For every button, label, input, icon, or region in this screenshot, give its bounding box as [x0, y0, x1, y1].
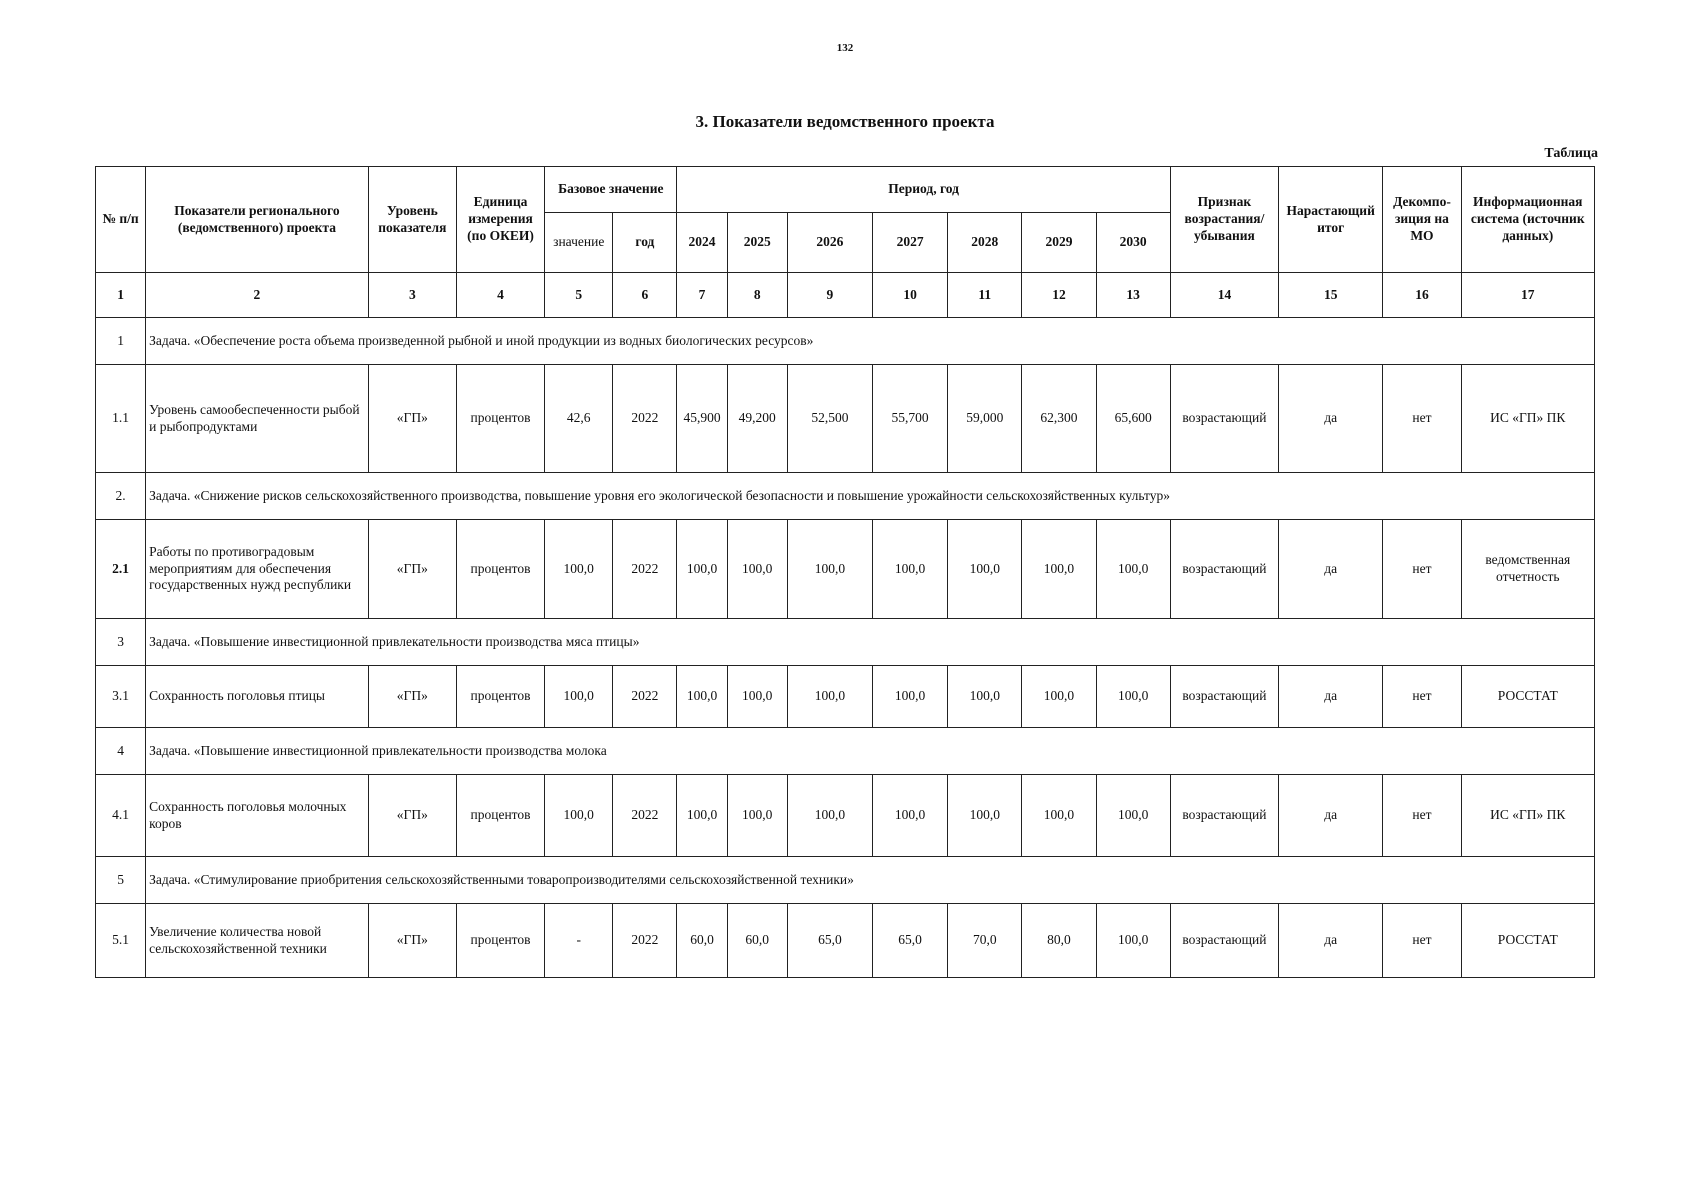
column-number: 1	[96, 273, 146, 318]
indicator-row	[96, 520, 1595, 619]
column-number: 17	[1461, 273, 1594, 318]
indicator-name: Уровень самообеспеченности рыбой и рыбопродуктами	[146, 365, 369, 473]
header-year: 2027	[872, 213, 947, 273]
period-value: 100,0	[787, 666, 872, 728]
period-value: 100,0	[727, 520, 787, 619]
header-year: 2028	[948, 213, 1022, 273]
column-number: 4	[456, 273, 544, 318]
task-text: Задача. «Стимулирование приобритения сельскохозяйственными товаропроизводителями сельскохозяйственной техники»	[146, 857, 1595, 904]
header-base-year: год	[613, 213, 677, 273]
base-year: 2022	[613, 775, 677, 857]
period-value: 100,0	[1022, 775, 1096, 857]
period-value: 100,0	[1096, 520, 1170, 619]
indicator-unit: процентов	[456, 666, 544, 728]
row-number: 2.1	[96, 520, 146, 619]
task-text: Задача. «Повышение инвестиционной привлекательности производства молока	[146, 728, 1595, 775]
period-value: 100,0	[872, 775, 947, 857]
info-system: ИС «ГП» ПК	[1461, 775, 1594, 857]
task-number: 3	[96, 619, 146, 666]
column-number: 7	[677, 273, 727, 318]
row-number: 4.1	[96, 775, 146, 857]
indicator-unit: процентов	[456, 775, 544, 857]
base-value: 42,6	[545, 365, 613, 473]
row-number: 1.1	[96, 365, 146, 473]
trend: возрастающий	[1170, 520, 1278, 619]
decomposition: нет	[1383, 365, 1461, 473]
header-base-value: значение	[545, 213, 613, 273]
header-unit: Единица измерения (по ОКЕИ)	[456, 167, 544, 273]
period-value: 60,0	[727, 904, 787, 978]
period-value: 70,0	[948, 904, 1022, 978]
header-year: 2024	[677, 213, 727, 273]
period-value: 100,0	[727, 666, 787, 728]
period-value: 100,0	[948, 666, 1022, 728]
document-title: 3. Показатели ведомственного проекта	[695, 112, 995, 131]
header-year: 2025	[727, 213, 787, 273]
base-year: 2022	[613, 365, 677, 473]
column-number: 16	[1383, 273, 1461, 318]
info-system: ведомственная отчетность	[1461, 520, 1594, 619]
header-period: Период, год	[677, 167, 1170, 213]
page-number: 132	[836, 42, 854, 54]
trend: возрастающий	[1170, 666, 1278, 728]
period-value: 100,0	[872, 666, 947, 728]
column-number: 12	[1022, 273, 1096, 318]
period-value: 100,0	[677, 666, 727, 728]
period-value: 62,300	[1022, 365, 1096, 473]
column-number: 15	[1279, 273, 1383, 318]
info-system: ИС «ГП» ПК	[1461, 365, 1594, 473]
trend: возрастающий	[1170, 904, 1278, 978]
info-system: РОССТАТ	[1461, 904, 1594, 978]
task-row	[96, 728, 1595, 775]
cumulative: да	[1279, 365, 1383, 473]
column-numbers-row	[96, 273, 1595, 318]
header-cumulative: Нарастающий итог	[1279, 167, 1383, 273]
column-number: 9	[787, 273, 872, 318]
header-level: Уровень показателя	[368, 167, 456, 273]
period-value: 100,0	[787, 775, 872, 857]
period-value: 100,0	[1022, 520, 1096, 619]
period-value: 100,0	[1096, 666, 1170, 728]
decomposition: нет	[1383, 775, 1461, 857]
header-year: 2029	[1022, 213, 1096, 273]
header-info-system: Информационная система (источник данных)	[1461, 167, 1594, 273]
period-value: 100,0	[1096, 904, 1170, 978]
column-number: 2	[146, 273, 369, 318]
header-indicator: Показатели регионального (ведомственного) проекта	[146, 167, 369, 273]
task-row	[96, 318, 1595, 365]
base-value: 100,0	[545, 666, 613, 728]
indicator-unit: процентов	[456, 904, 544, 978]
base-value: -	[545, 904, 613, 978]
period-value: 100,0	[677, 775, 727, 857]
cumulative: да	[1279, 666, 1383, 728]
period-value: 49,200	[727, 365, 787, 473]
period-value: 55,700	[872, 365, 947, 473]
column-number: 3	[368, 273, 456, 318]
header-base: Базовое значение	[545, 167, 677, 213]
base-value: 100,0	[545, 775, 613, 857]
period-value: 100,0	[948, 775, 1022, 857]
period-value: 100,0	[727, 775, 787, 857]
task-text: Задача. «Обеспечение роста объема произведенной рыбной и иной продукции из водных биологических ресурсов»	[146, 318, 1595, 365]
base-year: 2022	[613, 666, 677, 728]
indicator-name: Работы по противоградовым мероприятиям для обеспечения государственных нужд республики	[146, 520, 369, 619]
period-value: 80,0	[1022, 904, 1096, 978]
period-value: 100,0	[872, 520, 947, 619]
task-number: 4	[96, 728, 146, 775]
column-number: 10	[872, 273, 947, 318]
indicator-unit: процентов	[456, 365, 544, 473]
decomposition: нет	[1383, 520, 1461, 619]
column-number: 11	[948, 273, 1022, 318]
column-number: 8	[727, 273, 787, 318]
period-value: 60,0	[677, 904, 727, 978]
task-number: 1	[96, 318, 146, 365]
period-value: 65,0	[872, 904, 947, 978]
indicator-row	[96, 775, 1595, 857]
period-value: 100,0	[1022, 666, 1096, 728]
cumulative: да	[1279, 520, 1383, 619]
header-trend: Признак возрастания/ убывания	[1170, 167, 1278, 273]
indicator-level: «ГП»	[368, 775, 456, 857]
period-value: 65,0	[787, 904, 872, 978]
period-value: 45,900	[677, 365, 727, 473]
column-number: 14	[1170, 273, 1278, 318]
period-value: 100,0	[677, 520, 727, 619]
indicator-row	[96, 666, 1595, 728]
cumulative: да	[1279, 904, 1383, 978]
column-number: 6	[613, 273, 677, 318]
period-value: 100,0	[787, 520, 872, 619]
trend: возрастающий	[1170, 775, 1278, 857]
indicator-row	[96, 904, 1595, 978]
indicator-level: «ГП»	[368, 666, 456, 728]
row-number: 3.1	[96, 666, 146, 728]
row-number: 5.1	[96, 904, 146, 978]
task-text: Задача. «Снижение рисков сельскохозяйственного производства, повышение уровня его экологической безопасности и повышение урожайности сельскохозяйственных культур»	[146, 473, 1595, 520]
indicators-table	[95, 166, 1595, 978]
decomposition: нет	[1383, 666, 1461, 728]
task-row	[96, 619, 1595, 666]
period-value: 100,0	[948, 520, 1022, 619]
decomposition: нет	[1383, 904, 1461, 978]
column-number: 5	[545, 273, 613, 318]
task-row	[96, 473, 1595, 520]
header-year: 2026	[787, 213, 872, 273]
indicator-level: «ГП»	[368, 365, 456, 473]
base-year: 2022	[613, 904, 677, 978]
header-num: № п/п	[96, 167, 146, 273]
period-value: 100,0	[1096, 775, 1170, 857]
cumulative: да	[1279, 775, 1383, 857]
task-row	[96, 857, 1595, 904]
period-value: 52,500	[787, 365, 872, 473]
task-number: 2.	[96, 473, 146, 520]
indicator-name: Увеличение количества новой сельскохозяйственной техники	[146, 904, 369, 978]
base-value: 100,0	[545, 520, 613, 619]
indicator-unit: процентов	[456, 520, 544, 619]
trend: возрастающий	[1170, 365, 1278, 473]
indicator-level: «ГП»	[368, 904, 456, 978]
header-decomposition: Декомпо- зиция на МО	[1383, 167, 1461, 273]
indicator-name: Сохранность поголовья молочных коров	[146, 775, 369, 857]
indicator-row	[96, 365, 1595, 473]
header-row-main	[96, 167, 1595, 213]
period-value: 65,600	[1096, 365, 1170, 473]
period-value: 59,000	[948, 365, 1022, 473]
task-number: 5	[96, 857, 146, 904]
header-year: 2030	[1096, 213, 1170, 273]
indicator-name: Сохранность поголовья птицы	[146, 666, 369, 728]
base-year: 2022	[613, 520, 677, 619]
indicator-level: «ГП»	[368, 520, 456, 619]
task-text: Задача. «Повышение инвестиционной привлекательности производства мяса птицы»	[146, 619, 1595, 666]
table-label: Таблица	[1544, 146, 1598, 161]
column-number: 13	[1096, 273, 1170, 318]
info-system: РОССТАТ	[1461, 666, 1594, 728]
